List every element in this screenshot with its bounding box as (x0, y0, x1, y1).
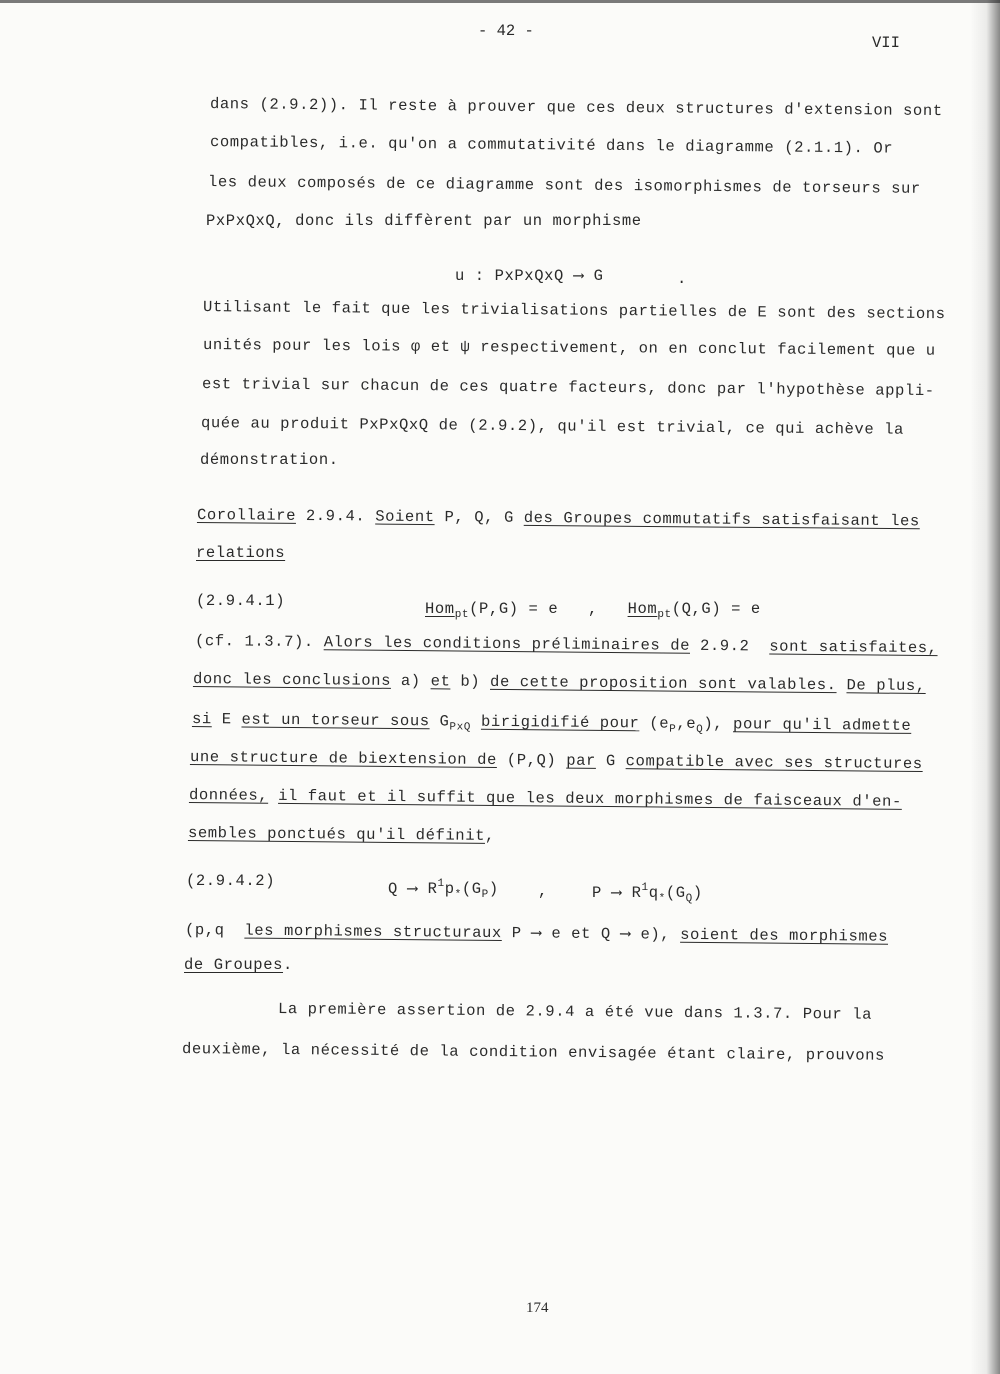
text-line: est trivial sur chacun de ces quatre facteurs, donc par l'hypothèse appli- (201, 375, 935, 401)
hom-subscript: pt (657, 609, 672, 621)
text-span: si (191, 710, 212, 729)
subscript: PxQ (449, 721, 472, 734)
text-span: , (484, 826, 496, 845)
math-span: (G (461, 880, 482, 898)
math-span: ) (488, 880, 499, 898)
corollary-text: des Groupes commutatifs satisfaisant les (523, 508, 920, 531)
text-span: pour qu'il admette (732, 715, 912, 735)
math-span: Q ⟶ R (388, 880, 438, 898)
corollary-label: Corollaire (196, 506, 297, 525)
text-span: G (605, 751, 616, 771)
hom-subscript: pt (454, 609, 470, 621)
text-span: G (439, 712, 450, 731)
text-span: et (430, 672, 451, 691)
text-line: La première assertion de 2.9.4 a été vue dans 1.3.7. Pour la (277, 1000, 873, 1024)
equation-right-morphism (592, 882, 703, 905)
text-span: par (566, 751, 597, 770)
subscript: P (669, 723, 677, 736)
text-line (188, 824, 495, 845)
page-number: 174 (526, 1300, 549, 1316)
math-span: P ⟶ R (592, 884, 642, 902)
text-span: (p,q (184, 921, 225, 940)
hom-symbol: Hom (425, 600, 455, 618)
text-line: compatibles, i.e. qu'on a commutativité dans le diagramme (2.1.1). Or (209, 133, 894, 158)
subscript: P (481, 889, 489, 901)
hom-symbol: Hom (627, 600, 658, 618)
corollary-text: relations (196, 544, 286, 562)
text-span: birigidifié pour (480, 712, 640, 733)
text-span: donc les conclusions (192, 670, 392, 690)
text-line (192, 710, 911, 738)
corollary-text: Soient (375, 507, 435, 527)
page-marker: - 42 - (478, 22, 534, 40)
math-span: p (444, 880, 455, 898)
separator: , (587, 600, 598, 618)
text-line (184, 956, 293, 974)
text-line: Utilisant le fait que les trivialisations partielles de E sont des sections (202, 298, 946, 324)
superscript: 1 (641, 882, 649, 894)
text-line (185, 920, 888, 946)
separator: , (538, 882, 548, 900)
text-span: . (283, 956, 293, 974)
text-span: ), (703, 714, 724, 734)
text-span: b) (460, 672, 481, 691)
text-span: (P,Q) (506, 751, 557, 770)
subscript: Q (685, 893, 693, 905)
text-line (189, 786, 902, 811)
math-span: q (648, 884, 659, 902)
text-line (195, 632, 938, 657)
hom-args: (Q,G) = e (671, 600, 761, 618)
chapter-number: VII (872, 34, 900, 52)
text-span: sont satisfaites, (769, 637, 938, 658)
text-span: Alors les conditions préliminaires de (323, 633, 691, 655)
equation-u-dot: . (677, 270, 687, 288)
text-span: de Groupes (184, 956, 284, 974)
text-line: deuxième, la nécessité de la condition envisagée étant claire, prouvons (181, 1040, 886, 1065)
text-line (190, 748, 923, 773)
equation-u: u : PxPxQxQ ⟶ G (455, 267, 604, 285)
text-span: compatible avec ses structures (625, 752, 923, 774)
equation-hom-conditions (425, 600, 761, 621)
corollary-number: 2.9.4. (305, 506, 366, 526)
text-span: De plus, (846, 676, 926, 696)
hom-args: (P,G) = e (469, 600, 559, 618)
scan-top-border (0, 0, 1000, 3)
text-line: quée au produit PxPxQxQ de (2.9.2), qu'il est trivial, ce qui achève la (200, 414, 905, 439)
subscript: * (658, 893, 666, 905)
text-span: il faut et il suffit que les deux morphismes de faisceaux d'en- (278, 786, 902, 811)
equation-left-morphism (388, 878, 499, 901)
subscript: * (454, 889, 462, 901)
text-span: une structure de biextension de (189, 748, 498, 769)
equation-number: (2.9.4.1) (196, 592, 286, 610)
subscript: Q (696, 723, 704, 736)
text-span: ,e (676, 714, 697, 733)
text-span: données, (188, 786, 269, 805)
text-span: est un torseur sous (241, 710, 430, 731)
equation-number: (2.9.4.2) (186, 872, 276, 890)
text-span: (e (649, 714, 670, 733)
math-span: (G (665, 884, 686, 902)
text-span: soient des morphismes (680, 925, 889, 946)
text-span: les morphismes structuraux (244, 921, 502, 943)
math-span: ) (692, 884, 703, 902)
text-span: 2.9.2 (699, 636, 750, 656)
text-line: les deux composés de ce diagramme sont des isomorphismes de torseurs sur (207, 173, 921, 198)
corollary-text: P, Q, G (444, 508, 514, 527)
text-span: E (221, 710, 232, 729)
text-line: PxPxQxQ, donc ils diffèrent par un morphisme (206, 212, 642, 230)
text-span: P ⟶ e et Q ⟶ e), (511, 924, 671, 944)
text-span: a) (400, 671, 421, 691)
text-line: unités pour les lois φ et ψ respectivement, on en conclut facilement que u (202, 336, 936, 360)
superscript: 1 (437, 878, 445, 890)
text-line (196, 544, 285, 562)
text-line: démonstration. (200, 451, 339, 469)
text-line: dans (2.9.2)). Il reste à prouver que ces deux structures d'extension sont (209, 95, 943, 121)
scan-right-edge-shadow (970, 0, 1000, 1374)
text-line (193, 670, 926, 695)
text-span: sembles ponctués qu'il définit (187, 824, 486, 845)
corollary-line (197, 506, 920, 530)
text-span: (cf. 1.3.7). (194, 632, 314, 652)
text-span: de cette proposition sont valables. (489, 672, 837, 695)
